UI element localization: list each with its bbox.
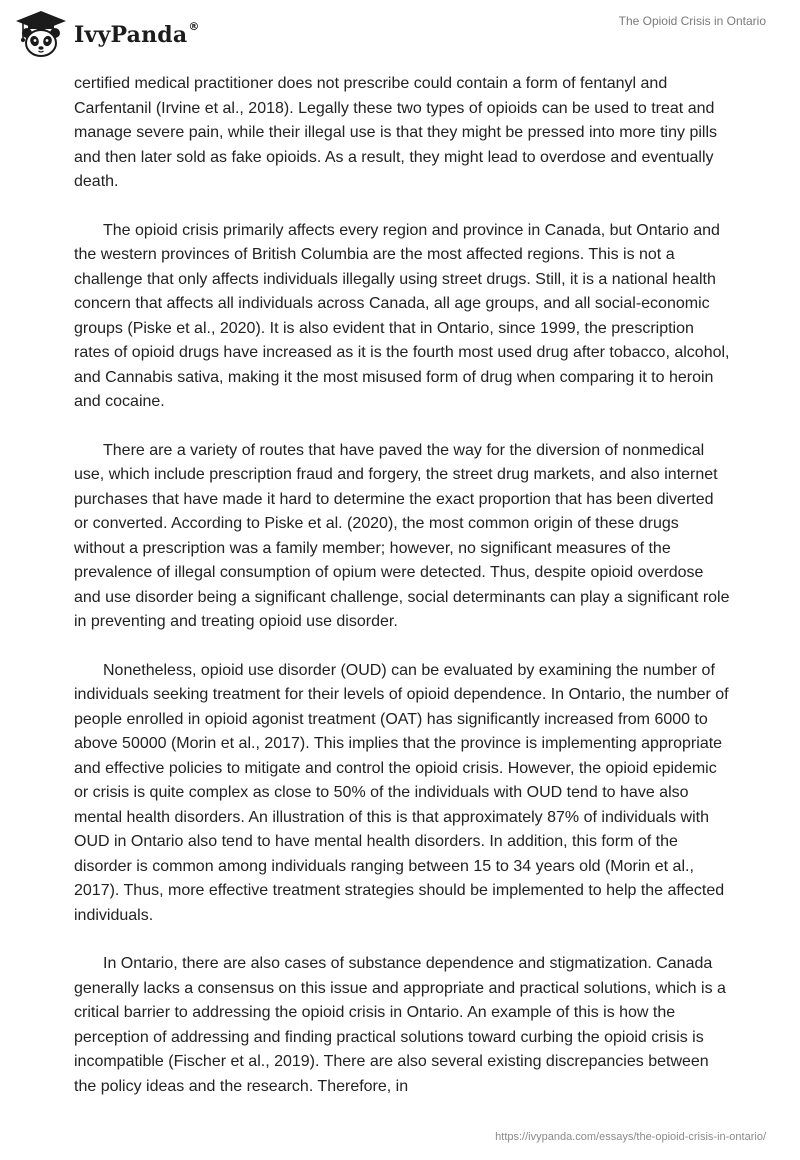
paragraph: certified medical practitioner does not prescribe could contain a form of fentanyl and Carfentanil (Irvine et al., 2018). Legally these two types of opioids can be used to treat and manage severe pain, while their illegal use is that they might be pressed into more tiny pills and then later sold as fake opioids. As a result, they might lead to overdose and eventually death. <box>74 75 717 190</box>
essay-body <box>74 72 730 1123</box>
paragraph: The opioid crisis primarily affects every region and province in Canada, but Ontario and the western provinces of British Columbia are the most affected regions. This is not a challenge that only affects individuals illegally using street drugs. Still, it is a national health concern that affects all individuals across Canada, all age groups, and all social-economic groups (Piske et al., 2020). It is also evident that in Ontario, since 1999, the prescription rates of opioid drugs have increased as it is the fourth most used drug after tobacco, alcohol, and Cannabis sativa, making it the most misused form of drug when comparing it to heroin and cocaine. <box>74 221 730 410</box>
registered-mark: ® <box>188 20 200 33</box>
source-url[interactable]: https://ivypanda.com/essays/the-opioid-crisis-in-ontario/ <box>495 1131 766 1143</box>
paragraph: Nonetheless, opioid use disorder (OUD) can be evaluated by examining the number of individuals seeking treatment for their levels of opioid dependence. In Ontario, the number of people enrolled in opioid agonist treatment (OAT) has significantly increased from 6000 to above 50000 (Morin et al., 2017). This implies that the province is implementing appropriate and effective policies to mitigate and control the opioid crisis. However, the opioid epidemic or crisis is quite complex as close to 50% of the individuals with OUD tend to have also mental health disorders. An illustration of this is that approximately 87% of individuals with OUD in Ontario also tend to have mental health disorders. In addition, this form of the disorder is common among individuals ranging between 15 to 34 years old (Morin et al., 2017). Thus, more effective treatment strategies should be implemented to help the affected individuals. <box>74 661 729 924</box>
page-header <box>0 0 800 68</box>
panda-graduation-cap-icon <box>14 9 68 59</box>
document-title: The Opioid Crisis in Ontario <box>618 14 766 28</box>
ivypanda-logo[interactable] <box>14 8 200 60</box>
brand-name: IvyPanda® <box>74 20 200 48</box>
paragraph: In Ontario, there are also cases of substance dependence and stigmatization. Canada generally lacks a consensus on this issue and appropriate and practical solutions, which is a critical barrier to addressing the opioid crisis in Ontario. An example of this is how the perception of addressing and finding practical solutions toward curbing the opioid crisis is incompatible (Fischer et al., 2019). There are also several existing discrepancies between the policy ideas and the research. Therefore, in <box>74 955 726 1095</box>
paragraph: There are a variety of routes that have paved the way for the diversion of nonmedical use, which include prescription fraud and forgery, the street drug markets, and also internet purchases that have made it hard to determine the exact proportion that has been diverted or converted. According to Piske et al. (2020), the most common origin of these drugs without a prescription was a family member; however, no significant measures of the prevalence of illegal consumption of opium were detected. Thus, despite opioid overdose and use disorder being a significant challenge, social determinants can play a significant role in preventing and treating opioid use disorder. <box>74 441 730 630</box>
